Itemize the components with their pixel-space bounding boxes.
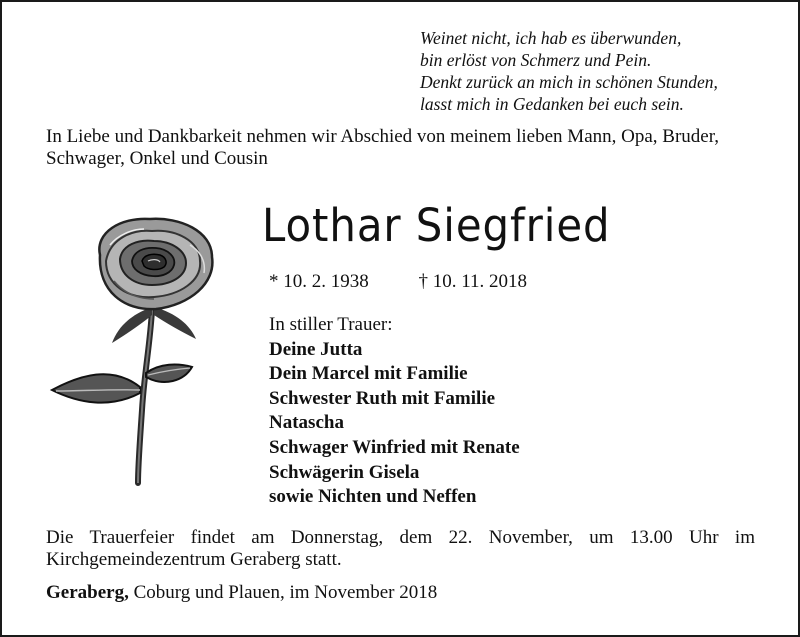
service-info: Die Trauerfeier findet am Donnerstag, dem 22. November, um 13.00 Uhr im Kirchgemeindezentrum Geraberg statt.	[46, 527, 755, 570]
mourner: Schwägerin Gisela	[269, 461, 420, 483]
mourner: Dein Marcel mit Familie	[269, 363, 468, 385]
poem-line: Denkt zurück an mich in schönen Stunden,	[420, 72, 718, 92]
mourner: Schwager Winfried mit Renate	[269, 436, 520, 458]
intro-text: In Liebe und Dankbarkeit nehmen wir Abschied von meinem lieben Mann, Opa, Bruder, Schwager, Onkel und Cousin	[46, 126, 720, 169]
birth-date: * 10. 2. 1938	[269, 271, 369, 292]
place-rest: Coburg und Plauen, im November 2018	[128, 582, 438, 603]
mourner: Deine Jutta	[269, 338, 363, 360]
mourning-lead: In stiller Trauer:	[269, 314, 393, 335]
rose-icon	[40, 215, 250, 490]
mourner: sowie Nichten und Neffen	[269, 486, 477, 508]
death-date: † 10. 11. 2018	[418, 271, 528, 292]
poem-line: bin erlöst von Schmerz und Pein.	[420, 50, 652, 70]
mourners-list	[269, 313, 520, 510]
poem	[420, 27, 718, 115]
poem-line: lasst mich in Gedanken bei euch sein.	[420, 94, 684, 114]
mourner: Natascha	[269, 412, 344, 434]
poem-line: Weinet nicht, ich hab es überwunden,	[420, 28, 682, 48]
mourner: Schwester Ruth mit Familie	[269, 387, 496, 409]
place-town: Geraberg,	[46, 582, 129, 603]
deceased-name: Lothar Siegfried	[262, 199, 611, 252]
place-line	[46, 582, 437, 604]
life-dates	[269, 271, 527, 293]
